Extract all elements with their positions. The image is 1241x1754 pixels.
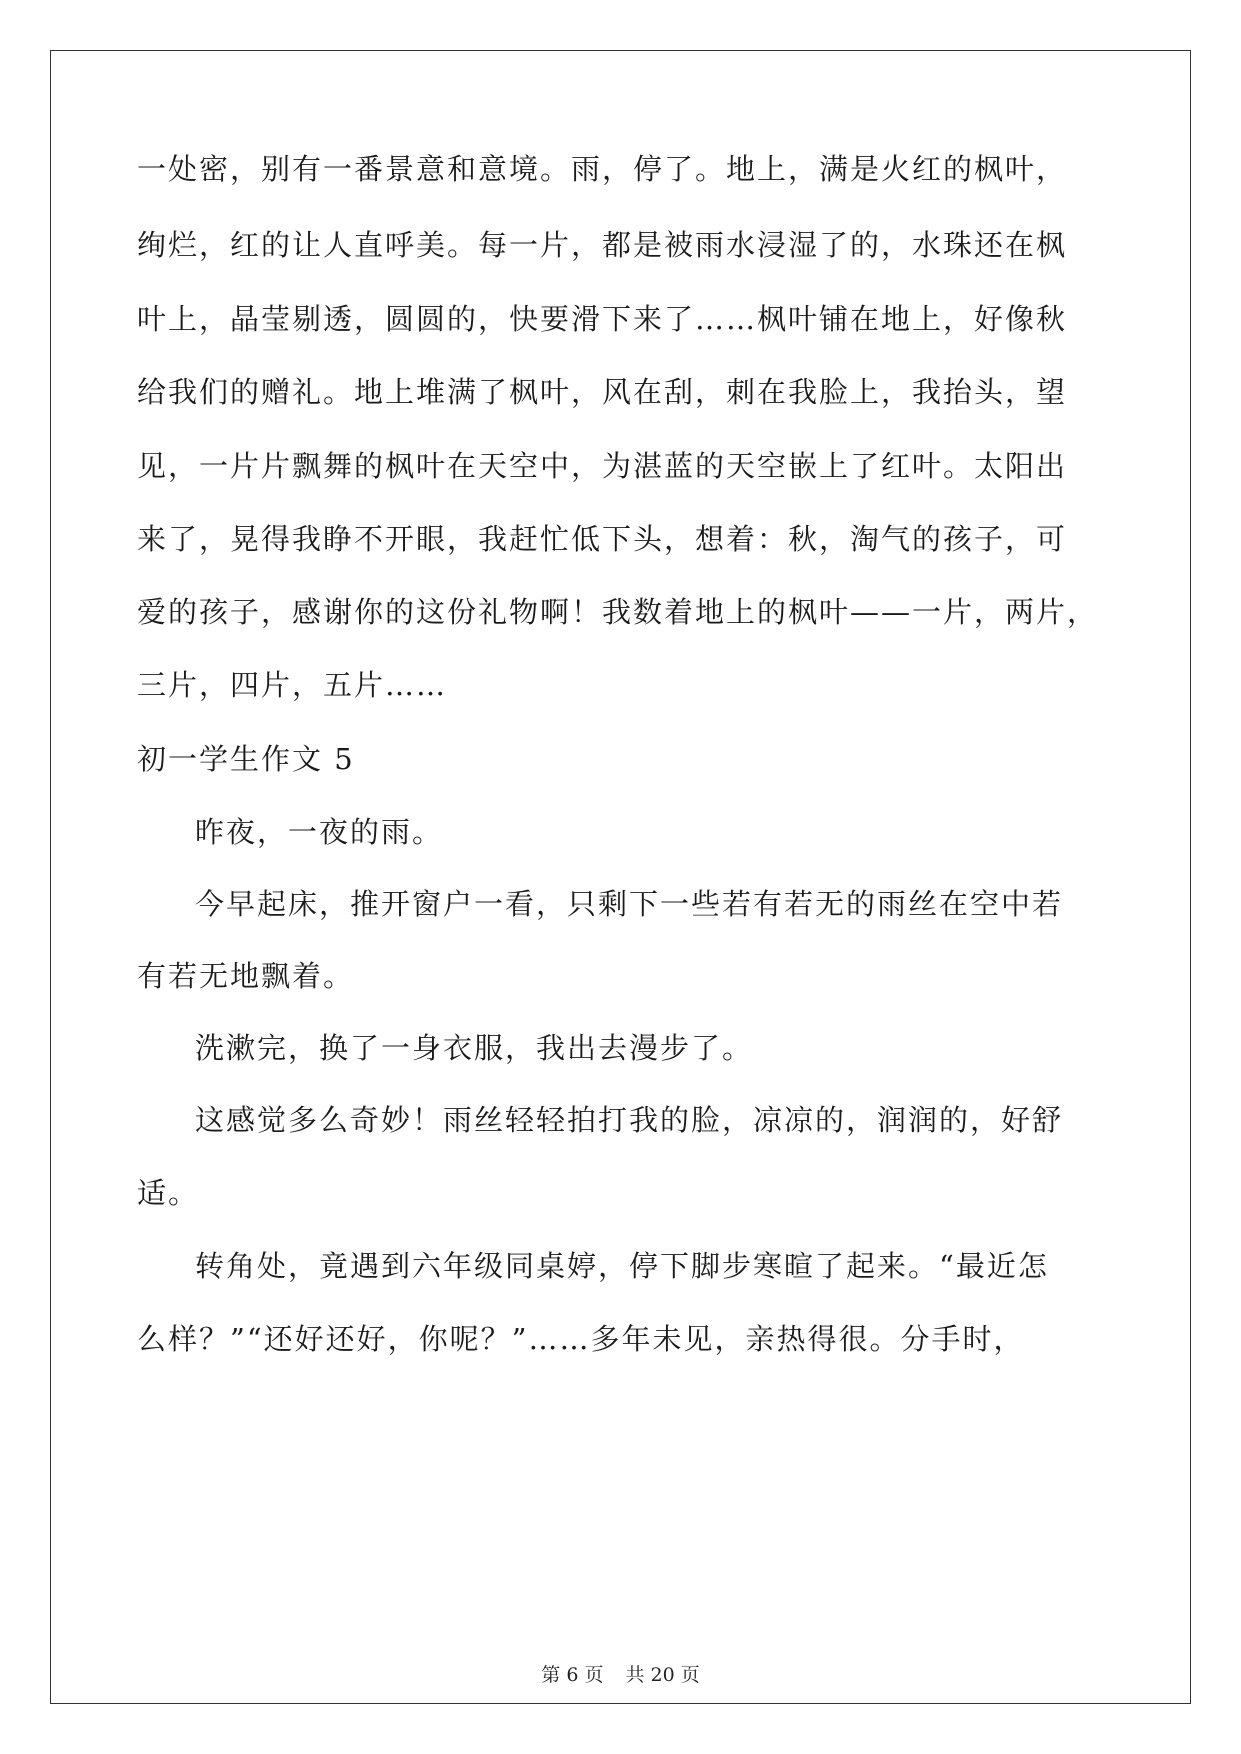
text-line: 爱的孩子，感谢你的这份礼物啊！我数着地上的枫叶——一片，两片，: [137, 595, 1099, 629]
page-footer: [0, 1663, 1241, 1687]
text-line: 洗漱完，换了一身衣服，我出去漫步了。: [195, 1031, 754, 1065]
text-line: 一处密，别有一番景意和意境。雨，停了。地上，满是火红的枫叶，: [137, 152, 1068, 186]
text-line: 三片，四片，五片……: [137, 668, 448, 702]
total-pages: 共 20 页: [625, 1664, 700, 1686]
text-line: 昨夜，一夜的雨。: [195, 815, 444, 849]
text-line: 绚烂，红的让人直呼美。每一片，都是被雨水浸湿了的，水珠还在枫: [137, 228, 1068, 262]
text-line: 给我们的赠礼。地上堆满了枫叶，风在刮，刺在我脸上，我抬头，望: [137, 375, 1068, 409]
text-line: 转角处，竟遇到六年级同桌婷，停下脚步寒暄了起来。“最近怎: [195, 1249, 1049, 1283]
text-line: 见，一片片飘舞的枫叶在天空中，为湛蓝的天空嵌上了红叶。太阳出: [137, 449, 1068, 483]
text-line: 适。: [137, 1176, 200, 1210]
current-page-number: 第 6 页: [541, 1664, 604, 1686]
text-line: 有若无地飘着。: [137, 959, 355, 993]
text-line: 这感觉多么奇妙！雨丝轻轻拍打我的脸，凉凉的，润润的，好舒: [195, 1103, 1064, 1137]
text-line: 么样？”“还好还好，你呢？”……多年未见，亲热得很。分手时，: [137, 1322, 1025, 1356]
text-line: 叶上，晶莹剔透，圆圆的，快要滑下来了……枫叶铺在地上，好像秋: [137, 302, 1068, 336]
text-line: 来了，晃得我睁不开眼，我赶忙低下头，想着：秋，淘气的孩子，可: [137, 522, 1068, 556]
text-line: 今早起床，推开窗户一看，只剩下一些若有若无的雨丝在空中若: [195, 887, 1064, 921]
section-heading: 初一学生作文 5: [137, 742, 355, 776]
